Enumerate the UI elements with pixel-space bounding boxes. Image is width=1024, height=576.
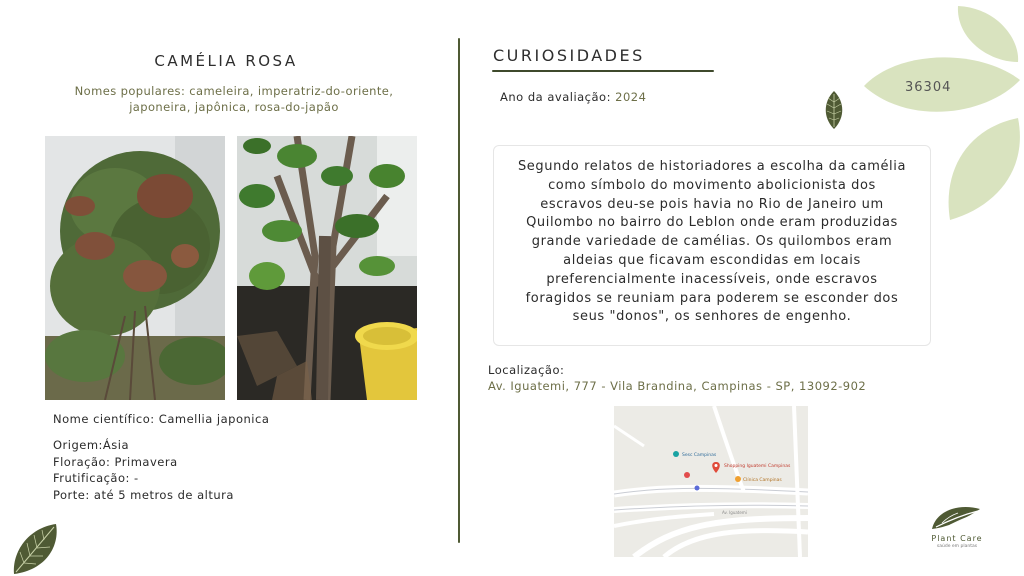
- location-map[interactable]: [614, 406, 808, 557]
- record-number: 36304: [905, 80, 952, 95]
- year-value: 2024: [615, 90, 647, 104]
- origin: Origem:Ásia: [53, 438, 130, 452]
- location-label: Localização:: [488, 363, 565, 377]
- map-label: Clínica Campinas: [743, 478, 782, 483]
- map-label: Sesc Campinas: [682, 453, 717, 458]
- curiosity-text: Segundo relatos de historiadores a escolha da camélia como símbolo do movimento abolicionista dos escravos deu-se pois havia no Rio de Janeiro um Quilombo no bairro do Leblon onde eram produzidas grande variedade de camélias. Os quilombos eram aldeias que ficavam escondidas em locais preferencialmente inacessíveis, onde escravos foragidos se reuniam para poderem se esconder dos seus "donos", os senhores de engenho.: [493, 145, 931, 346]
- popular-names-line: japoneira, japônica, rosa-do-japão: [129, 100, 339, 114]
- scientific-name: Nome científico: Camellia japonica: [53, 412, 270, 426]
- plant-details: [53, 437, 234, 503]
- fruiting: Frutificação: -: [53, 471, 139, 485]
- heading-underline: [492, 70, 714, 72]
- map-road-label: Av. Iguatemi: [722, 510, 747, 515]
- flowering: Floração: Primavera: [53, 454, 178, 469]
- section-heading: CURIOSIDADES: [493, 46, 645, 65]
- camellia-shrub-photo: [45, 136, 225, 400]
- plant-title: CAMÉLIA ROSA: [154, 52, 298, 70]
- location-address: Av. Iguatemi, 777 - Vila Brandina, Campinas - SP, 13092-902: [488, 379, 867, 393]
- logo-name: Plant Care: [931, 534, 983, 543]
- plant-care-logo: [928, 503, 984, 533]
- camellia-trunk-photo: [237, 136, 417, 400]
- map-label: Shopping Iguatemi Campinas: [724, 464, 791, 469]
- leaf-icon: [10, 522, 60, 576]
- year-label: Ano da avaliação:: [500, 90, 611, 104]
- vertical-divider: [458, 38, 460, 543]
- popular-names: [40, 83, 428, 115]
- size: Porte: até 5 metros de altura: [53, 487, 234, 502]
- logo-tagline: saúde em plantas: [936, 544, 978, 549]
- popular-names-line: Nomes populares: cameleira, imperatriz-do-oriente,: [74, 84, 394, 98]
- leaf-icon: [823, 90, 845, 130]
- evaluation-year: [500, 90, 646, 104]
